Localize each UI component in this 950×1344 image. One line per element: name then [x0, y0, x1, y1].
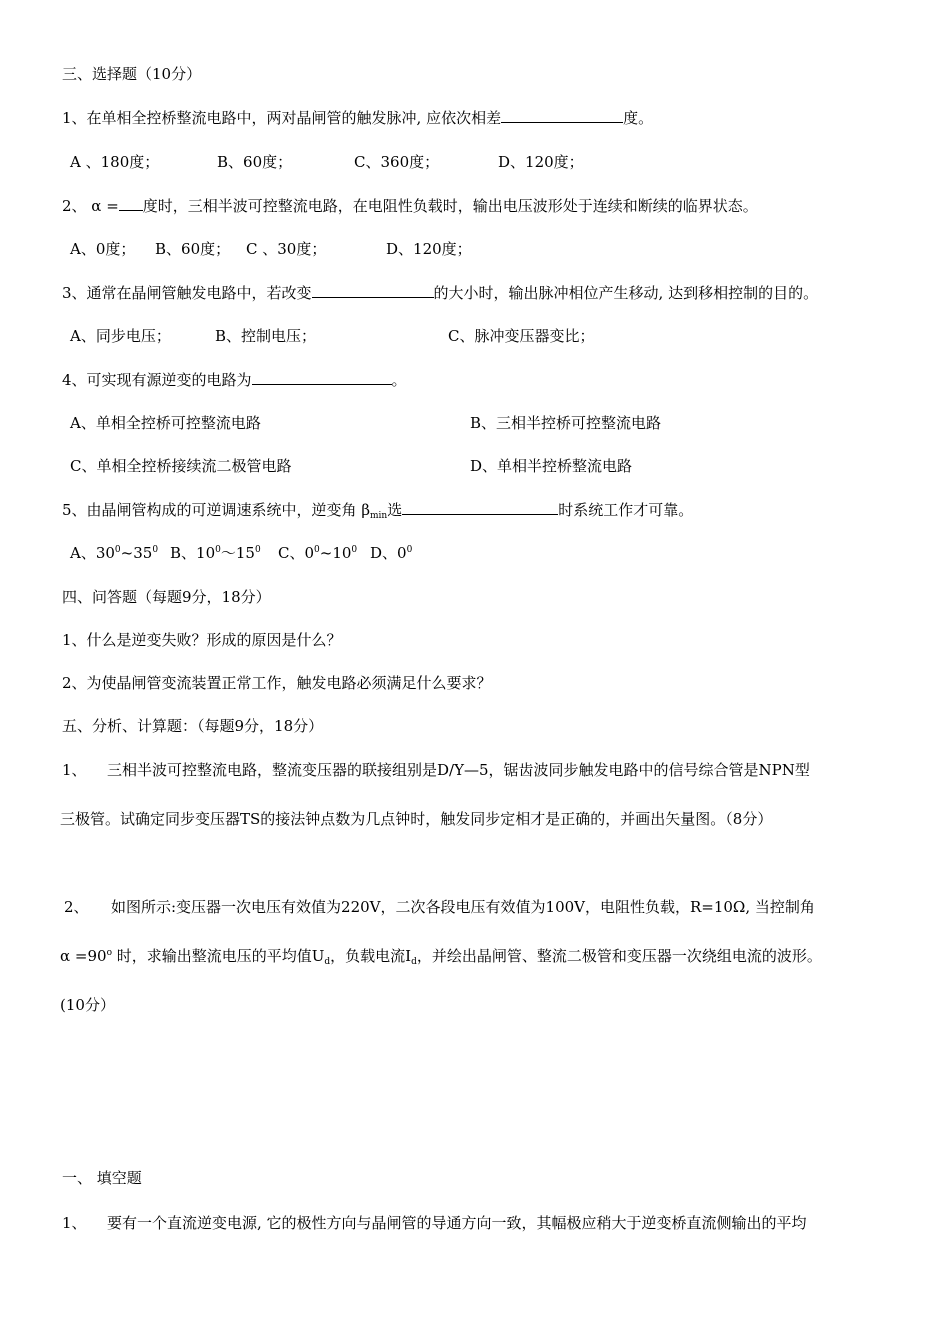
question-text-end: 。 [391, 371, 407, 389]
option-b: B、60度； [155, 240, 231, 258]
section-1-title: 一、 填空题 [62, 1169, 142, 1187]
option-a: A、单相全控桥可控整流电路 [70, 414, 261, 432]
question-text: 2、 α = [62, 197, 119, 215]
option-c: C、360度； [354, 153, 440, 171]
question-5-2-number: 2、 [64, 898, 89, 916]
question-text: 4、可实现有源逆变的电路为 [62, 371, 252, 389]
answer-blank[interactable] [501, 108, 623, 123]
section-4-title: 四、问答题（每题9分，18分） [62, 588, 271, 606]
question-text: 3、通常在晶闸管触发电路中，若改变 [62, 284, 312, 302]
answer-blank[interactable] [402, 500, 558, 515]
question-text: 1、在单相全控桥整流电路中，两对晶闸管的触发脉冲, 应依次相差 [62, 109, 502, 127]
section-3-title: 三、选择题（10分） [62, 65, 202, 83]
answer-blank[interactable] [119, 196, 143, 211]
question-text-end: 度。 [623, 109, 654, 127]
section-5-title: 五、分析、计算题：（每题9分，18分） [62, 717, 324, 735]
option-c: C、单相全控桥接续流二极管电路 [70, 457, 292, 475]
question-5-2-line1: 如图所示:变压器一次电压有效值为220V，二次各段电压有效值为100V，电阻性负载，R=10Ω, 当控制角 [111, 898, 815, 916]
question-5-1-number: 1、 [62, 761, 87, 779]
option-b: B、$10^0\sim 15^0$ [170, 544, 261, 562]
question-text-end: 的大小时，输出脉冲相位产生移动, 达到移相控制的目的。 [433, 284, 819, 302]
question-3-1 [62, 108, 653, 128]
option-a: A、同步电压； [70, 327, 171, 345]
option-d: D、单相半控桥整流电路 [470, 457, 633, 475]
option-c: C、$0^0\sim 10^0$ [278, 544, 358, 562]
subscript-min: min [370, 511, 388, 521]
option-b: B、三相半控桥可控整流电路 [470, 414, 662, 432]
option-d: D、120度； [386, 240, 472, 258]
option-b: B、控制电压； [215, 327, 317, 345]
option-c: C、脉冲变压器变比； [448, 327, 595, 345]
option-d: D、120度； [498, 153, 584, 171]
option-a: A、0度； [70, 240, 136, 258]
option-b: B、60度； [217, 153, 293, 171]
question-4-2: 2、为使晶闸管变流装置正常工作，触发电路必须满足什么要求？ [62, 674, 492, 692]
question-4-1: 1、什么是逆变失败？形成的原因是什么？ [62, 631, 342, 649]
option-c: C 、30度； [246, 240, 327, 258]
question-1-1-line1: 要有一个直流逆变电源, 它的极性方向与晶闸管的导通方向一致，其幅极应稍大于逆变桥直流侧输出的平均 [107, 1214, 807, 1232]
question-5-1-line2: 三极管。试确定同步变压器TS的接法钟点数为几点钟时，触发同步定相才是正确的，并画出矢量图。（8分） [60, 810, 773, 828]
question-3-5 [62, 500, 693, 520]
question-3-4 [62, 370, 407, 390]
option-a: A 、180度； [70, 153, 160, 171]
question-5-1-line1: 三相半波可控整流电路，整流变压器的联接组别是D/Y—5，锯齿波同步触发电路中的信号综合管是NPN型 [107, 761, 810, 779]
option-a: A、$30^0\sim 35^0$ [70, 544, 159, 562]
question-5-2-line2: $\alpha =90^o$ 时，求输出整流电压的平均值$U_d$，负载电流$I_d$，并绘出晶闸管、整流二极管和变压器一次绕组电流的波形。 [60, 947, 822, 967]
question-text-end: 时系统工作才可靠。 [558, 501, 694, 519]
question-3-3 [62, 283, 818, 303]
question-text-end: 度时，三相半波可控整流电路，在电阻性负载时，输出电压波形处于连续和断续的临界状态。 [142, 197, 758, 215]
option-d: D、$0^0$ [370, 544, 413, 562]
question-text-mid: 选 [387, 501, 403, 519]
question-3-2 [62, 196, 758, 216]
question-1-1-number: 1、 [62, 1214, 87, 1232]
answer-blank[interactable] [312, 283, 434, 298]
answer-blank[interactable] [252, 370, 392, 385]
question-text: 5、由晶闸管构成的可逆调速系统中，逆变角 β [62, 501, 370, 519]
question-5-2-line3: (10分） [60, 996, 115, 1014]
